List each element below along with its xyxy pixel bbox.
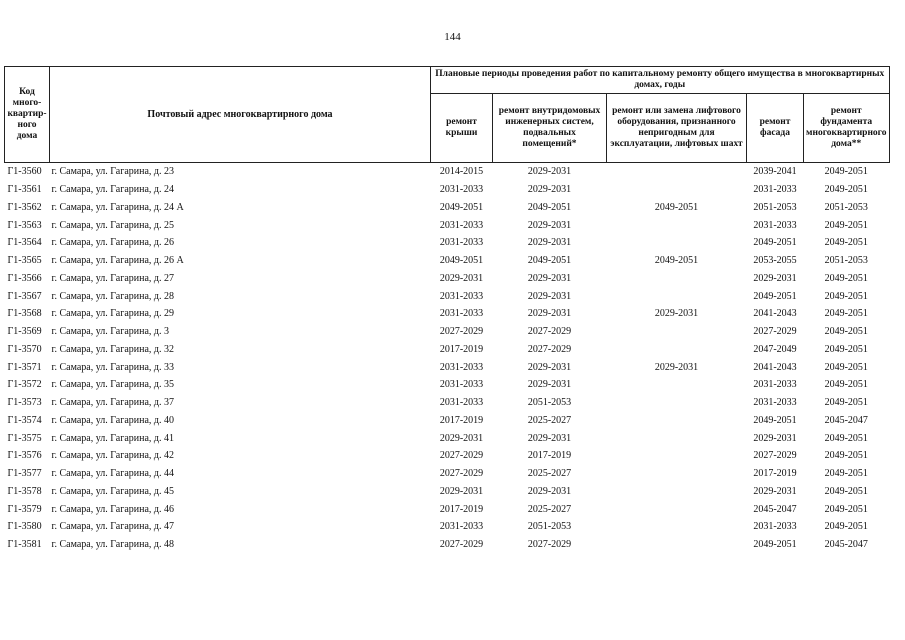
row-code: Г1-3573 xyxy=(7,397,42,409)
row-foundation: 2049-2051 xyxy=(824,272,868,284)
row-foundation: 2049-2051 xyxy=(824,326,868,338)
row-roof: 2017-2019 xyxy=(439,414,484,426)
row-lift xyxy=(607,163,747,181)
table-body xyxy=(5,163,890,554)
row-code: Г1-3577 xyxy=(7,468,42,480)
table-row xyxy=(5,252,890,270)
row-lift xyxy=(607,287,747,305)
row-engineering: 2029-2031 xyxy=(527,272,572,284)
row-address: г. Самара, ул. Гагарина, д. 24 А xyxy=(51,201,184,213)
row-roof: 2049-2051 xyxy=(439,255,484,267)
row-address: г. Самара, ул. Гагарина, д. 46 xyxy=(51,503,175,515)
table-row xyxy=(5,358,890,376)
row-code: Г1-3563 xyxy=(7,219,42,231)
row-facade: 2031-2033 xyxy=(753,521,797,533)
row-engineering: 2029-2031 xyxy=(527,379,572,391)
row-address: г. Самара, ул. Гагарина, д. 47 xyxy=(51,521,175,533)
row-roof: 2031-2033 xyxy=(439,361,484,373)
table-row xyxy=(5,483,890,501)
row-facade: 2051-2053 xyxy=(753,201,797,213)
row-foundation: 2049-2051 xyxy=(824,290,868,302)
row-lift: 2029-2031 xyxy=(654,361,699,373)
table-row xyxy=(5,305,890,323)
row-address: г. Самара, ул. Гагарина, д. 29 xyxy=(51,308,175,320)
row-roof: 2017-2019 xyxy=(439,343,484,355)
row-lift xyxy=(607,216,747,234)
row-engineering: 2029-2031 xyxy=(527,184,572,196)
row-facade: 2027-2029 xyxy=(753,450,797,462)
row-lift xyxy=(607,536,747,554)
row-code: Г1-3581 xyxy=(7,539,42,551)
row-lift xyxy=(607,323,747,341)
row-code: Г1-3570 xyxy=(7,343,42,355)
row-lift xyxy=(607,341,747,359)
row-engineering: 2051-2053 xyxy=(527,397,572,409)
row-code: Г1-3567 xyxy=(7,290,42,302)
row-foundation: 2051-2053 xyxy=(824,255,868,267)
row-foundation: 2049-2051 xyxy=(824,166,868,178)
row-foundation: 2049-2051 xyxy=(824,237,868,249)
row-address: г. Самара, ул. Гагарина, д. 37 xyxy=(51,397,175,409)
row-roof: 2031-2033 xyxy=(439,308,484,320)
row-code: Г1-3579 xyxy=(7,503,42,515)
table-row xyxy=(5,447,890,465)
row-foundation: 2051-2053 xyxy=(824,201,868,213)
row-foundation: 2049-2051 xyxy=(824,219,868,231)
row-facade: 2049-2051 xyxy=(753,414,797,426)
header-roof: ремонт крыши xyxy=(431,94,493,163)
row-address: г. Самара, ул. Гагарина, д. 40 xyxy=(51,414,175,426)
row-roof: 2027-2029 xyxy=(439,326,484,338)
table-row xyxy=(5,376,890,394)
row-engineering: 2027-2029 xyxy=(527,539,572,551)
row-code: Г1-3574 xyxy=(7,414,42,426)
row-facade: 2049-2051 xyxy=(753,539,797,551)
row-facade: 2049-2051 xyxy=(753,237,797,249)
row-engineering: 2049-2051 xyxy=(527,255,572,267)
row-roof: 2031-2033 xyxy=(439,184,484,196)
row-foundation: 2049-2051 xyxy=(824,521,868,533)
row-roof: 2031-2033 xyxy=(439,521,484,533)
row-lift xyxy=(607,518,747,536)
row-roof: 2029-2031 xyxy=(439,272,484,284)
row-engineering: 2027-2029 xyxy=(527,326,572,338)
header-lift: ремонт или замена лифтового оборудования, признанного непригодным для эксплуатации, лифтовых шахт xyxy=(607,94,747,163)
row-facade: 2031-2033 xyxy=(753,184,797,196)
row-address: г. Самара, ул. Гагарина, д. 26 xyxy=(51,237,175,249)
row-address: г. Самара, ул. Гагарина, д. 44 xyxy=(51,468,175,480)
table-row xyxy=(5,429,890,447)
row-address: г. Самара, ул. Гагарина, д. 23 xyxy=(51,166,175,178)
row-code: Г1-3569 xyxy=(7,326,42,338)
row-roof: 2031-2033 xyxy=(439,290,484,302)
row-roof: 2031-2033 xyxy=(439,379,484,391)
row-roof: 2031-2033 xyxy=(439,219,484,231)
table-row xyxy=(5,394,890,412)
row-lift xyxy=(607,270,747,288)
row-engineering: 2051-2053 xyxy=(527,521,572,533)
row-facade: 2031-2033 xyxy=(753,219,797,231)
row-code: Г1-3564 xyxy=(7,237,42,249)
row-roof: 2029-2031 xyxy=(439,485,484,497)
table-row xyxy=(5,270,890,288)
row-roof: 2029-2031 xyxy=(439,432,484,444)
row-address: г. Самара, ул. Гагарина, д. 3 xyxy=(51,326,170,338)
row-engineering: 2025-2027 xyxy=(527,468,572,480)
row-code: Г1-3576 xyxy=(7,450,42,462)
row-code: Г1-3580 xyxy=(7,521,42,533)
row-foundation: 2049-2051 xyxy=(824,184,868,196)
row-foundation: 2049-2051 xyxy=(824,485,868,497)
row-code: Г1-3568 xyxy=(7,308,42,320)
row-foundation: 2049-2051 xyxy=(824,432,868,444)
table-row xyxy=(5,465,890,483)
row-engineering: 2029-2031 xyxy=(527,290,572,302)
row-address: г. Самара, ул. Гагарина, д. 42 xyxy=(51,450,175,462)
row-address: г. Самара, ул. Гагарина, д. 27 xyxy=(51,272,175,284)
header-group: Плановые периоды проведения работ по капитальному ремонту общего имущества в многоквартирных домах, годы xyxy=(431,67,890,94)
row-code: Г1-3578 xyxy=(7,485,42,497)
row-lift xyxy=(607,483,747,501)
row-code: Г1-3565 xyxy=(7,255,42,267)
row-lift: 2049-2051 xyxy=(654,201,699,213)
page-number: 144 xyxy=(444,31,461,43)
table-row xyxy=(5,163,890,181)
row-facade: 2031-2033 xyxy=(753,397,797,409)
header-facade: ремонт фасада xyxy=(747,94,804,163)
row-facade: 2041-2043 xyxy=(753,308,797,320)
row-facade: 2017-2019 xyxy=(753,468,797,480)
row-address: г. Самара, ул. Гагарина, д. 45 xyxy=(51,485,175,497)
row-lift: 2029-2031 xyxy=(654,308,699,320)
row-facade: 2029-2031 xyxy=(753,485,797,497)
table-row xyxy=(5,287,890,305)
row-engineering: 2029-2031 xyxy=(527,166,572,178)
table-row xyxy=(5,234,890,252)
row-foundation: 2049-2051 xyxy=(824,361,868,373)
row-foundation: 2049-2051 xyxy=(824,379,868,391)
row-facade: 2049-2051 xyxy=(753,290,797,302)
row-foundation: 2049-2051 xyxy=(824,397,868,409)
row-facade: 2045-2047 xyxy=(753,503,797,515)
row-facade: 2027-2029 xyxy=(753,326,797,338)
row-facade: 2029-2031 xyxy=(753,272,797,284)
row-code: Г1-3562 xyxy=(7,201,42,213)
table-header xyxy=(5,67,890,163)
row-engineering: 2025-2027 xyxy=(527,503,572,515)
row-foundation: 2049-2051 xyxy=(824,503,868,515)
row-engineering: 2027-2029 xyxy=(527,343,572,355)
table-row xyxy=(5,536,890,554)
row-engineering: 2017-2019 xyxy=(527,450,572,462)
table-row xyxy=(5,199,890,217)
row-roof: 2031-2033 xyxy=(439,397,484,409)
row-address: г. Самара, ул. Гагарина, д. 25 xyxy=(51,219,175,231)
row-facade: 2039-2041 xyxy=(753,166,797,178)
row-foundation: 2049-2051 xyxy=(824,308,868,320)
row-address: г. Самара, ул. Гагарина, д. 28 xyxy=(51,290,175,302)
row-code: Г1-3561 xyxy=(7,184,42,196)
row-foundation: 2045-2047 xyxy=(824,414,868,426)
row-address: г. Самара, ул. Гагарина, д. 33 xyxy=(51,361,175,373)
header-engineering: ремонт внутридомовых инженерных систем, подвальных помещений* xyxy=(493,94,607,163)
row-lift xyxy=(607,376,747,394)
header-code: Код много-квартир-ного дома xyxy=(5,67,50,163)
table-row xyxy=(5,216,890,234)
row-lift xyxy=(607,412,747,430)
row-lift xyxy=(607,465,747,483)
row-lift xyxy=(607,234,747,252)
row-facade: 2047-2049 xyxy=(753,343,797,355)
row-code: Г1-3571 xyxy=(7,361,42,373)
table-row xyxy=(5,341,890,359)
row-code: Г1-3575 xyxy=(7,432,42,444)
row-engineering: 2029-2031 xyxy=(527,485,572,497)
row-code: Г1-3572 xyxy=(7,379,42,391)
row-code: Г1-3560 xyxy=(7,166,42,178)
row-facade: 2031-2033 xyxy=(753,379,797,391)
table-row xyxy=(5,500,890,518)
row-engineering: 2029-2031 xyxy=(527,219,572,231)
table-row xyxy=(5,412,890,430)
capital-repair-table xyxy=(4,66,890,554)
row-foundation: 2049-2051 xyxy=(824,468,868,480)
row-address: г. Самара, ул. Гагарина, д. 35 xyxy=(51,379,175,391)
row-lift xyxy=(607,181,747,199)
row-lift: 2049-2051 xyxy=(654,255,699,267)
row-foundation: 2049-2051 xyxy=(824,450,868,462)
row-lift xyxy=(607,447,747,465)
row-facade: 2041-2043 xyxy=(753,361,797,373)
row-roof: 2049-2051 xyxy=(439,201,484,213)
row-facade: 2029-2031 xyxy=(753,432,797,444)
row-facade: 2053-2055 xyxy=(753,255,797,267)
row-address: г. Самара, ул. Гагарина, д. 48 xyxy=(51,539,175,551)
row-address: г. Самара, ул. Гагарина, д. 26 А xyxy=(51,255,184,267)
row-lift xyxy=(607,500,747,518)
row-foundation: 2049-2051 xyxy=(824,343,868,355)
row-lift xyxy=(607,429,747,447)
row-code: Г1-3566 xyxy=(7,272,42,284)
row-engineering: 2029-2031 xyxy=(527,308,572,320)
table-row xyxy=(5,323,890,341)
header-foundation: ремонт фундамента многоквартирного дома** xyxy=(804,94,890,163)
table-row xyxy=(5,518,890,536)
table-row xyxy=(5,181,890,199)
row-roof: 2027-2029 xyxy=(439,468,484,480)
row-engineering: 2029-2031 xyxy=(527,432,572,444)
row-roof: 2031-2033 xyxy=(439,237,484,249)
row-address: г. Самара, ул. Гагарина, д. 32 xyxy=(51,343,175,355)
row-engineering: 2049-2051 xyxy=(527,201,572,213)
row-lift xyxy=(607,394,747,412)
header-address: Почтовый адрес многоквартирного дома xyxy=(50,67,431,163)
row-address: г. Самара, ул. Гагарина, д. 41 xyxy=(51,432,175,444)
row-address: г. Самара, ул. Гагарина, д. 24 xyxy=(51,184,175,196)
row-roof: 2017-2019 xyxy=(439,503,484,515)
row-roof: 2027-2029 xyxy=(439,450,484,462)
row-roof: 2027-2029 xyxy=(439,539,484,551)
row-foundation: 2045-2047 xyxy=(824,539,868,551)
row-engineering: 2029-2031 xyxy=(527,237,572,249)
row-roof: 2014-2015 xyxy=(439,166,484,178)
row-engineering: 2025-2027 xyxy=(527,414,572,426)
row-engineering: 2029-2031 xyxy=(527,361,572,373)
